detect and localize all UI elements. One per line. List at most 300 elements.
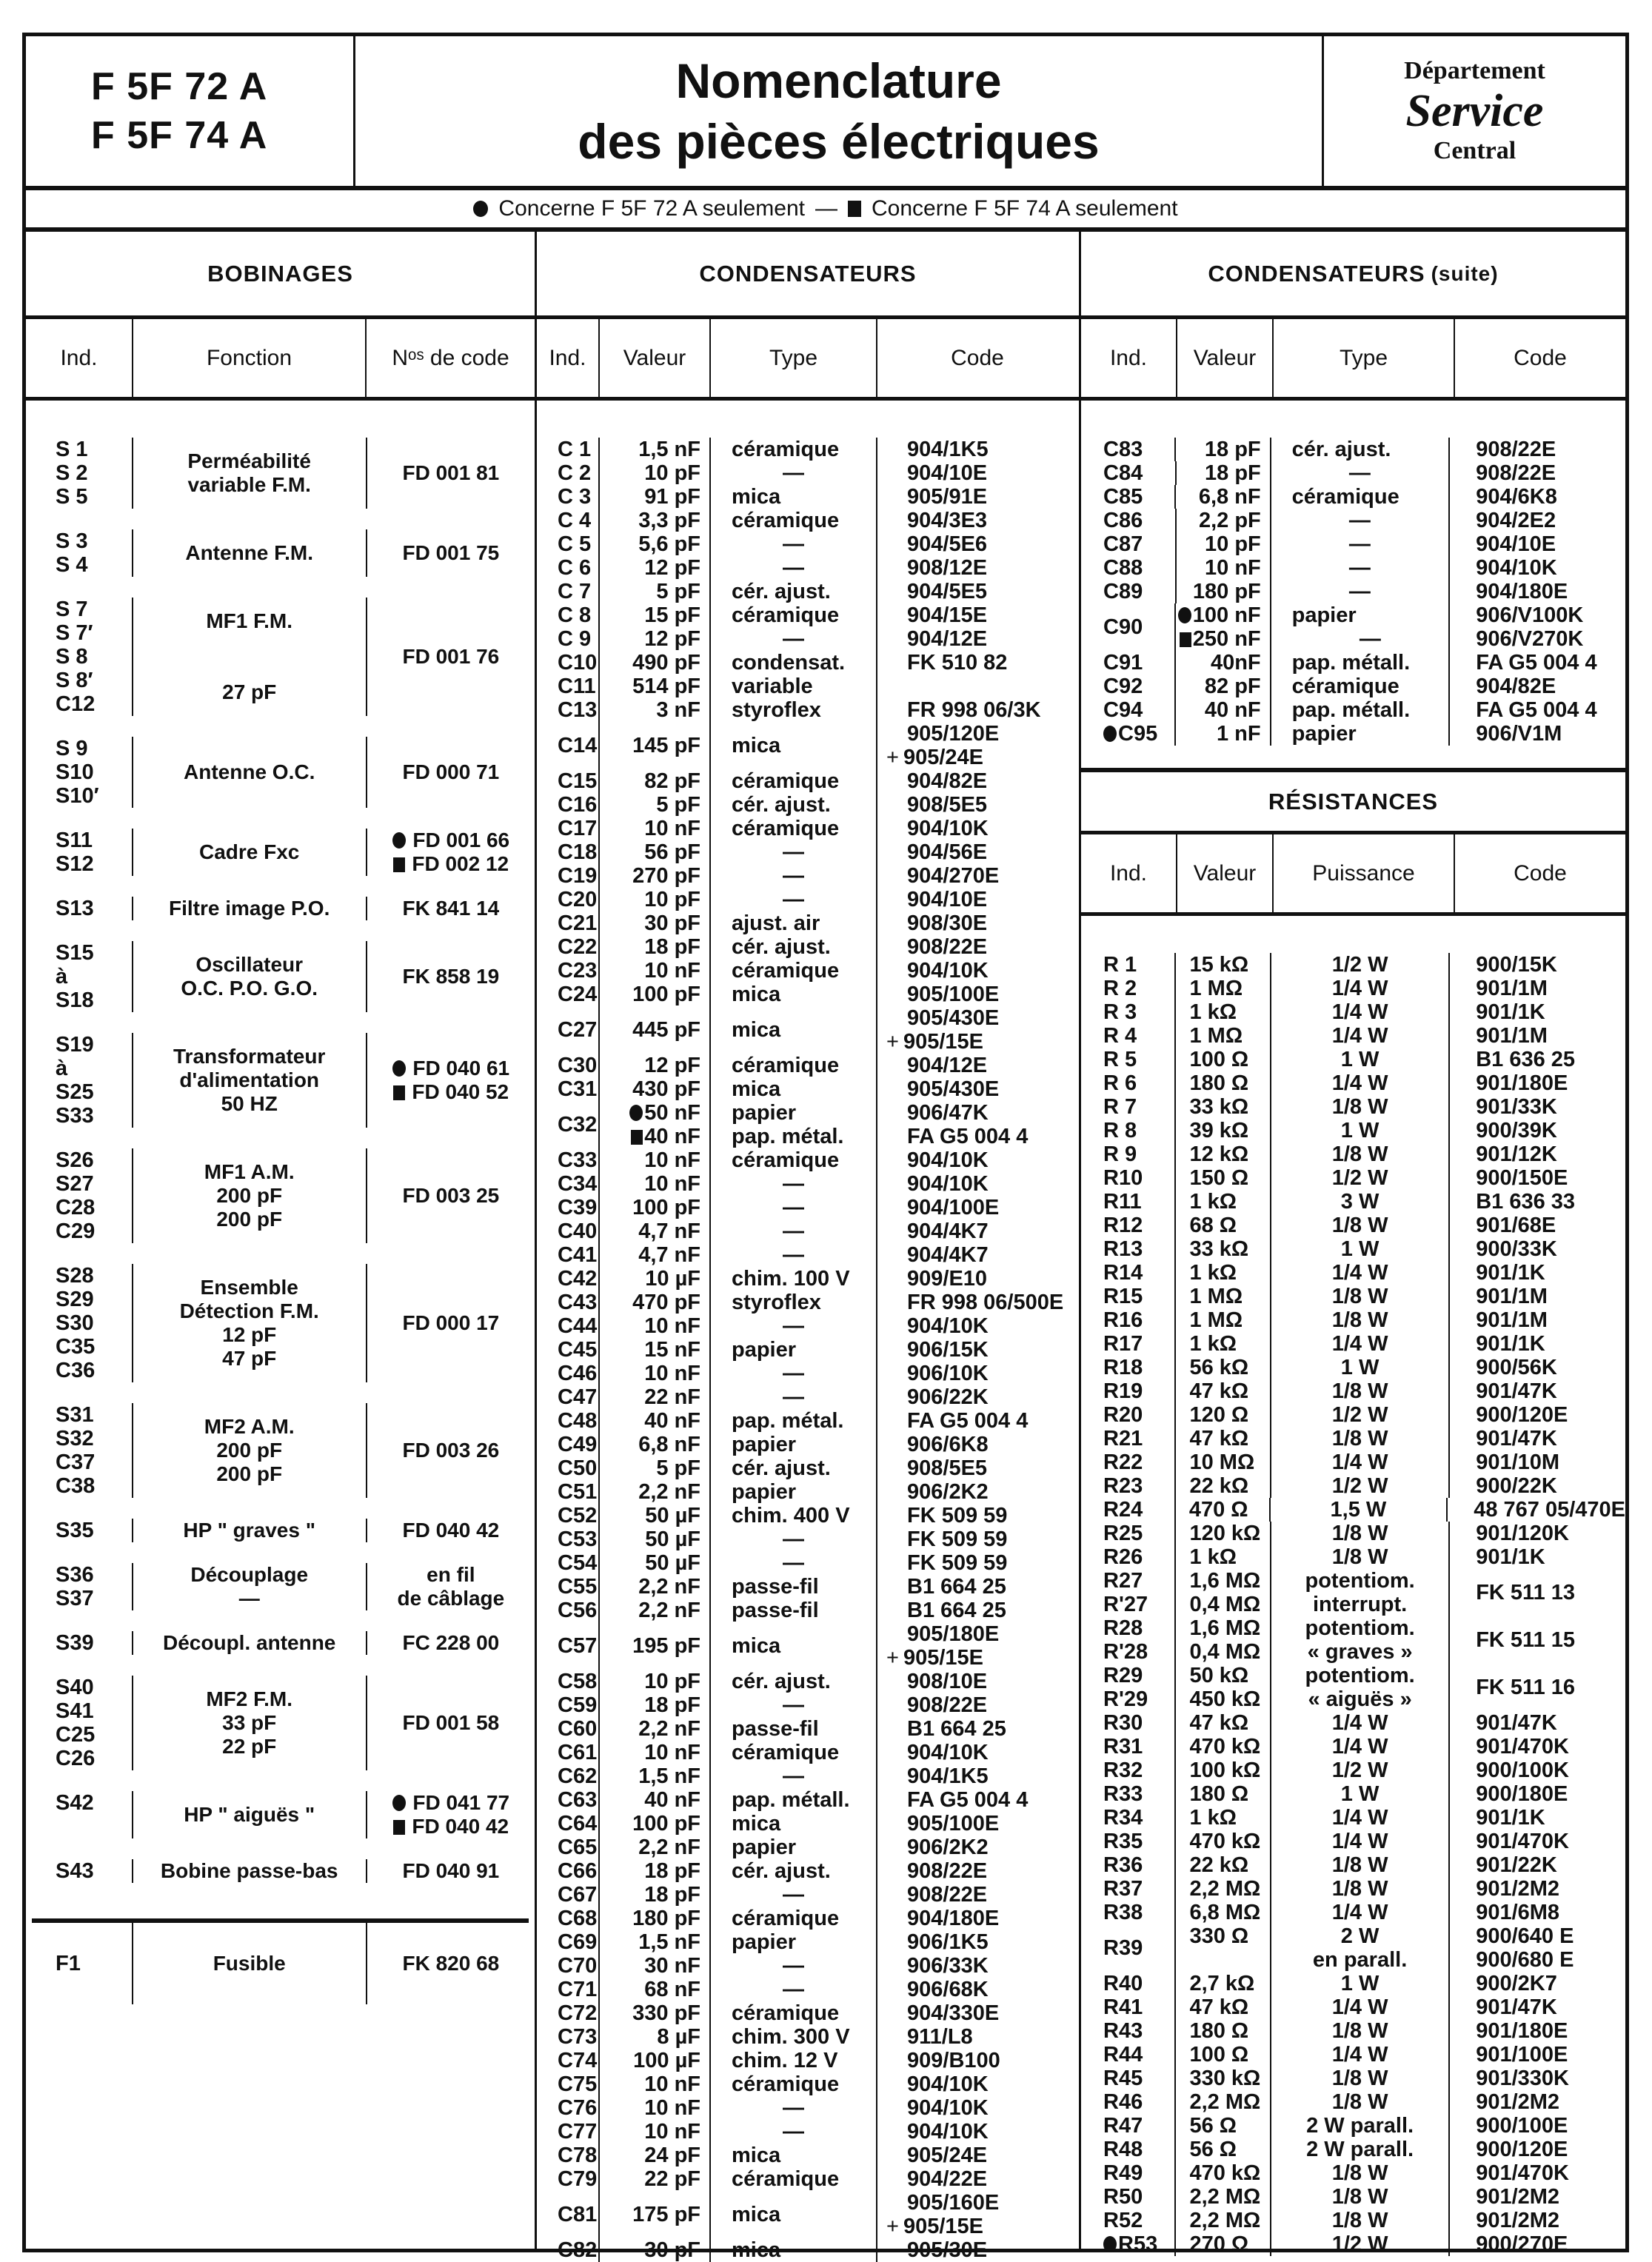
type-cell: mica: [711, 2144, 877, 2167]
type-cell: chim. 100 V: [711, 1267, 877, 1291]
type-cell: —: [1271, 461, 1450, 485]
table-row: [1081, 675, 1625, 698]
plus-sign: +: [886, 1646, 899, 1670]
ind-cell: [537, 935, 600, 959]
ind-cell: [537, 1717, 600, 1741]
type-cell: cér. ajust.: [711, 935, 877, 959]
plus-sign: +: [886, 746, 899, 769]
ind-value: R53: [1118, 2232, 1158, 2256]
table-row: [1081, 1214, 1625, 1237]
ind-cell: [1081, 1403, 1176, 1427]
ind-value: C90: [1103, 615, 1143, 639]
ind-cell: [26, 829, 133, 876]
type-cell: —: [711, 1978, 877, 2001]
puissance-cell: 1/4 W: [1271, 1711, 1450, 1735]
table-row: [1081, 2114, 1625, 2138]
code-cell: 904/10K: [907, 2120, 989, 2144]
ind-cell: [26, 737, 133, 808]
puissance-cell: 1/4 W: [1271, 1332, 1450, 1356]
table-row: [1081, 1048, 1625, 1071]
table-row: [537, 1599, 1079, 1622]
ind-cell: [26, 1148, 133, 1243]
valeur-cell: 145 pF: [600, 722, 711, 769]
ind-cell: [1081, 698, 1176, 722]
type-cell: passe-fil: [711, 1599, 877, 1622]
valeur-cell: 1 kΩ: [1176, 1261, 1271, 1285]
table-row: [537, 959, 1079, 983]
valeur-cell: 50 µF: [600, 1551, 711, 1575]
code-value: FK 820 68: [402, 1952, 500, 1975]
ind-value: C73: [558, 2025, 598, 2049]
table-row: [537, 1054, 1079, 1077]
code-value: FD 003 25: [402, 1184, 500, 1207]
ind-value: R19: [1103, 1379, 1143, 1403]
table-row: [537, 438, 1079, 461]
table-row: [1081, 1498, 1625, 1522]
filled-square-icon: [631, 1130, 643, 1145]
fonction-value: variable F.M.: [187, 473, 311, 496]
code-cell: 901/120K: [1476, 1522, 1569, 1545]
ind-value: C34: [558, 1172, 598, 1196]
table-row: [537, 651, 1079, 675]
table-row: [537, 1575, 1079, 1599]
valeur-cell: 24 pF: [600, 2144, 711, 2167]
code-cell: 904/3E3: [907, 509, 988, 532]
code-cell: 908/12E: [907, 556, 988, 580]
valeur-value: 1,6 MΩ: [1189, 1569, 1261, 1593]
ind-cell: [537, 1101, 600, 1148]
table-row: [1081, 1616, 1625, 1664]
table-row: [537, 1954, 1079, 1978]
ind-cell: [1081, 1498, 1176, 1522]
spacer: [26, 1012, 535, 1033]
valeur-cell: 10 nF: [600, 1148, 711, 1172]
type-cell: mica: [711, 2191, 877, 2238]
ind-value: C92: [1103, 675, 1143, 698]
table-row: [1081, 1190, 1625, 1214]
table-row: [537, 698, 1079, 722]
type-cell: —: [711, 2120, 877, 2144]
valeur-cell: 1 MΩ: [1176, 1024, 1271, 1048]
fonction-cell: [133, 829, 367, 876]
code-cell: 901/47K: [1476, 1711, 1557, 1735]
spacer: [26, 1838, 535, 1859]
type-cell: pap. métall.: [1271, 651, 1451, 675]
ind-value: C48: [558, 1409, 598, 1433]
valeur-text: 40 nF: [644, 1125, 700, 1148]
valeur-cell: 175 pF: [600, 2191, 711, 2238]
valeur-cell: 47 kΩ: [1176, 1995, 1271, 2019]
table-row: [537, 1504, 1079, 1527]
type-cell: —: [711, 1362, 877, 1385]
ind-value: C65: [558, 1836, 598, 1859]
ind-cell: [537, 603, 600, 627]
code-cell: 901/330K: [1476, 2067, 1569, 2090]
ind-value: C23: [558, 959, 598, 983]
valeur-cell: 1 kΩ: [1176, 1806, 1271, 1830]
ind-cell: [26, 529, 133, 577]
ind-cell: [1081, 1450, 1176, 1474]
type-cell: céramique: [1271, 675, 1451, 698]
puissance-cell: 1/2 W: [1271, 2232, 1450, 2256]
valeur-cell: 1 kΩ: [1176, 1332, 1271, 1356]
valeur-cell: 2,2 nF: [600, 1836, 711, 1859]
table-row: [537, 1006, 1079, 1054]
code-cell: 905/24E: [907, 2144, 988, 2167]
ind-value: R'28: [1103, 1640, 1148, 1664]
ind-cell: [537, 675, 600, 698]
valeur-cell: 8 µF: [600, 2025, 711, 2049]
valeur-cell: 2,2 MΩ: [1176, 2090, 1271, 2114]
ind-cell: [1081, 1853, 1176, 1877]
ind-value: C84: [1103, 461, 1143, 485]
ind-cell: [537, 1622, 600, 1670]
puissance-cell: 2 W parall.: [1271, 2114, 1450, 2138]
ind-cell: [26, 438, 133, 509]
code-cell: 901/1K: [1476, 1261, 1545, 1285]
valeur-cell: 33 kΩ: [1176, 1095, 1271, 1119]
fonction-cell: [133, 1563, 367, 1610]
type-cell: pap. métall.: [711, 1788, 877, 1812]
table-row: [1081, 1119, 1625, 1142]
code-cell: 904/12E: [907, 1054, 988, 1077]
valeur-cell: 2,2 nF: [600, 1575, 711, 1599]
ind-value: R37: [1103, 1877, 1143, 1901]
table-row: [1081, 532, 1625, 556]
table-row: [1081, 1830, 1625, 1853]
code-text: FD 040 61: [407, 1057, 510, 1080]
code-cell: 900/33K: [1476, 1237, 1557, 1261]
spacer: [26, 1610, 535, 1631]
code-value: [907, 1125, 1077, 1148]
valeur-value: [600, 1125, 700, 1148]
puissance-cell: 1/8 W: [1271, 1545, 1450, 1569]
code-cell: 901/47K: [1476, 1379, 1557, 1403]
code-cell: 904/10E: [1476, 532, 1556, 556]
valeur-cell: 1 kΩ: [1176, 1190, 1271, 1214]
ind-cell: [1081, 1806, 1176, 1830]
ind-value: S40: [56, 1676, 94, 1699]
ind-value: R24: [1103, 1498, 1143, 1522]
ind-cell: [26, 1923, 133, 2004]
puissance-cell: 1/4 W: [1271, 1806, 1450, 1830]
ind-cell: [26, 1264, 133, 1382]
code-cell: 901/1K: [1476, 1545, 1545, 1569]
table-row: [1081, 1261, 1625, 1285]
code-cell: 904/10K: [907, 2072, 989, 2096]
ind-value: R11: [1103, 1190, 1142, 1214]
code-cell: 901/68E: [1476, 1214, 1556, 1237]
valeur-cell: 15 pF: [600, 603, 711, 627]
puissance-cell: 1/4 W: [1271, 1995, 1450, 2019]
ind-value: R30: [1103, 1711, 1143, 1735]
ind-value: S 7′: [56, 621, 93, 645]
code-cell: [367, 737, 535, 808]
type-cell: céramique: [711, 1148, 877, 1172]
filled-circle-icon: [629, 1105, 643, 1121]
code-cell: 901/1M: [1476, 1285, 1548, 1308]
code-cell: 901/47K: [1476, 1427, 1557, 1450]
ind-value: R46: [1103, 2090, 1143, 2114]
ind-value: C19: [558, 864, 598, 888]
spacer: [26, 1883, 535, 1904]
valeur-cell: 100 pF: [600, 1812, 711, 1836]
valeur-cell: 18 pF: [1176, 438, 1271, 461]
ind-cell: [1081, 603, 1176, 651]
type-cell: céramique: [711, 2072, 877, 2096]
table-row: [537, 1385, 1079, 1409]
code-cell: [877, 675, 1077, 698]
code-cell: 908/5E5: [907, 1456, 988, 1480]
table-row: [537, 1670, 1079, 1693]
valeur-cell: 10 nF: [600, 1172, 711, 1196]
type-cell: —: [711, 556, 877, 580]
type-cell: papier: [711, 1480, 877, 1504]
puissance-cell: 1,5 W: [1271, 1498, 1448, 1522]
valeur-cell: 1 MΩ: [1176, 1308, 1271, 1332]
valeur-cell: 15 kΩ: [1176, 953, 1271, 977]
type-cell: mica: [711, 1812, 877, 1836]
code-cell: 904/56E: [907, 840, 988, 864]
code-cell: 900/56K: [1476, 1356, 1557, 1379]
ind-cell: [1081, 2090, 1176, 2114]
ind-value: R45: [1103, 2067, 1143, 2090]
table-row: [1081, 1403, 1625, 1427]
ind-value: C 4: [558, 509, 592, 532]
valeur-cell: 2,2 nF: [600, 1717, 711, 1741]
ind-value: R43: [1103, 2019, 1143, 2043]
valeur-cell: 2,2 nF: [600, 1599, 711, 1622]
ind-value: R38: [1103, 1901, 1143, 1924]
table-row: [537, 1717, 1079, 1741]
ind-value: C62: [558, 1764, 598, 1788]
valeur-value: [1176, 603, 1260, 627]
table-row: [537, 1101, 1079, 1148]
table-row: [26, 438, 535, 509]
code-value: 905/160E: [907, 2191, 1000, 2215]
ind-value: C61: [558, 1741, 598, 1764]
ind-value: C54: [558, 1551, 598, 1575]
puissance-cell: 1/4 W: [1271, 1071, 1450, 1095]
ind-value: C 5: [558, 532, 592, 556]
ind-cell: [537, 840, 600, 864]
table-row: [537, 864, 1079, 888]
ind-value: S15: [56, 941, 94, 965]
code-value: [886, 1646, 1077, 1670]
ind-cell: [1081, 1356, 1176, 1379]
valeur-cell: [600, 1101, 711, 1148]
code-cell: 900/180E: [1476, 1782, 1568, 1806]
column-header: Ind.: [1081, 319, 1177, 397]
table-row: [537, 840, 1079, 864]
code-cell: [367, 1264, 535, 1382]
code-cell: [877, 1101, 1077, 1148]
ind-value: S37: [56, 1587, 94, 1610]
type-cell: —: [711, 1196, 877, 1219]
ind-value: C40: [558, 1219, 598, 1243]
ind-cell: [537, 1196, 600, 1219]
code-cell: FA G5 004 4: [1476, 651, 1597, 675]
ind-value: R32: [1103, 1759, 1143, 1782]
table-row: [1081, 2232, 1625, 2256]
table-row: [537, 556, 1079, 580]
table-row: [1081, 1545, 1625, 1569]
fonction-value: Transformateur: [173, 1045, 326, 1068]
puissance-cell: [1271, 1569, 1450, 1616]
puissance-cell: 1 W: [1271, 1048, 1450, 1071]
code-cell: [367, 1631, 535, 1655]
code-value: [886, 2215, 1077, 2238]
table-header: [26, 319, 535, 401]
ind-cell: [1081, 2209, 1176, 2232]
table-row: [1081, 1071, 1625, 1095]
type-cell: papier: [711, 1836, 877, 1859]
type-cell: —: [711, 864, 877, 888]
ind-cell: [537, 983, 600, 1006]
table-row: [537, 1243, 1079, 1267]
ind-value: C20: [558, 888, 598, 911]
fonction-cell: [133, 1791, 367, 1838]
ind-value: S31: [56, 1403, 94, 1427]
code-cell: [367, 1563, 535, 1610]
valeur-cell: 82 pF: [600, 769, 711, 793]
ind-cell: [1081, 1142, 1176, 1166]
ind-value: C83: [1103, 438, 1143, 461]
code-cell: 905/100E: [907, 983, 1000, 1006]
ind-value: R34: [1103, 1806, 1143, 1830]
table-row: [537, 1291, 1079, 1314]
valeur-cell: 22 kΩ: [1176, 1474, 1271, 1498]
ind-cell: [1081, 1711, 1176, 1735]
type-cell: cér. ajust.: [1271, 438, 1451, 461]
code-cell: 904/330E: [907, 2001, 1000, 2025]
type-cell: céramique: [711, 1054, 877, 1077]
ind-cell: [26, 1631, 133, 1655]
ind-value: C70: [558, 1954, 598, 1978]
type-cell: mica: [711, 1077, 877, 1101]
valeur-cell: 68 Ω: [1176, 1214, 1271, 1237]
code-cell: 905/91E: [907, 485, 988, 509]
ind-value: C45: [558, 1338, 598, 1362]
valeur-cell: [1176, 1664, 1271, 1711]
code-cell: 901/2M2: [1476, 1877, 1560, 1901]
fonction-value: 22 pF: [222, 1735, 277, 1758]
table-row: [1081, 1735, 1625, 1759]
valeur-cell: 3 nF: [600, 698, 711, 722]
table-row: [537, 1267, 1079, 1291]
ind-value: C24: [558, 983, 598, 1006]
ind-value: à: [56, 1057, 68, 1080]
code-cell: 901/180E: [1476, 2019, 1568, 2043]
table-row: [537, 1741, 1079, 1764]
code-cell: [367, 1676, 535, 1770]
code-value: [886, 1030, 1077, 1054]
code-cell: 908/22E: [907, 935, 988, 959]
code-cell: 909/E10: [907, 1267, 988, 1291]
code-text: FA G5 004 4: [907, 1125, 1029, 1148]
fonction-value: 50 HZ: [221, 1092, 278, 1115]
ind-cell: [1081, 2019, 1176, 2043]
ind-cell: [1081, 1000, 1176, 1024]
type-cell: céramique: [1271, 485, 1451, 509]
puissance-cell: 1/2 W: [1271, 1166, 1450, 1190]
ind-value: C72: [558, 2001, 598, 2025]
ind-cell: [537, 1291, 600, 1314]
fonction-value: Oscillateur: [195, 953, 304, 976]
type-cell: céramique: [711, 1741, 877, 1764]
table-row: [1081, 2090, 1625, 2114]
code-cell: 900/15K: [1476, 953, 1557, 977]
ind-value: S10: [56, 760, 94, 784]
ind-value: C56: [558, 1599, 598, 1622]
ind-value: S10′: [56, 784, 99, 808]
code-value: FD 001 58: [402, 1711, 500, 1734]
ind-value: C88: [1103, 556, 1143, 580]
puissance-cell: 1/8 W: [1271, 1095, 1450, 1119]
ind-cell: [1081, 2232, 1176, 2256]
ind-value: S13: [56, 897, 94, 920]
ind-cell: [1081, 1901, 1176, 1924]
ind-value: C25: [56, 1723, 96, 1747]
column-header: Code: [1514, 860, 1567, 886]
ind-cell: [1081, 1237, 1176, 1261]
valeur-cell: 47 kΩ: [1176, 1711, 1271, 1735]
code-cell: 904/10E: [907, 461, 988, 485]
page-title: [355, 36, 1322, 186]
column-header: Valeur: [1177, 834, 1274, 912]
ind-cell: [26, 897, 133, 920]
type-cell: —: [711, 1764, 877, 1788]
type-cell: céramique: [711, 769, 877, 793]
ind-cell: [1081, 2067, 1176, 2090]
table-row: [537, 1907, 1079, 1930]
ind-cell: [1081, 1995, 1176, 2019]
code-text: 905/15E: [903, 1646, 983, 1670]
ind-value: C36: [56, 1359, 96, 1382]
table-row: [1081, 1853, 1625, 1877]
ind-value: S33: [56, 1104, 94, 1128]
table-row: [26, 1859, 535, 1883]
ind-value: C85: [1103, 485, 1143, 509]
ind-value: R27: [1103, 1569, 1143, 1593]
ind-cell: [1081, 1024, 1176, 1048]
fonction-value: MF1 F.M.: [206, 609, 293, 632]
table-row: [537, 1338, 1079, 1362]
code-value: 905/120E: [907, 722, 1000, 746]
ind-cell: [1081, 2138, 1176, 2161]
filled-circle-icon: [1178, 607, 1191, 623]
ind-cell: [537, 2049, 600, 2072]
code-cell: 906/68K: [907, 1978, 989, 2001]
filled-square-icon: [393, 1085, 405, 1100]
fonction-value: 33 pF: [222, 1711, 277, 1734]
code-cell: 901/100E: [1476, 2043, 1568, 2067]
type-cell: —: [711, 888, 877, 911]
ind-value: R23: [1103, 1474, 1143, 1498]
table-row: [1081, 1379, 1625, 1403]
puissance-cell: 1/4 W: [1271, 977, 1450, 1000]
valeur-cell: 10 nF: [600, 817, 711, 840]
ind-cell: [1081, 1664, 1176, 1711]
code-value: [393, 852, 509, 876]
ind-cell: [537, 864, 600, 888]
ind-value: R 7: [1103, 1095, 1137, 1119]
table-row: [1081, 2019, 1625, 2043]
valeur-value: 1,6 MΩ: [1189, 1616, 1261, 1640]
ind-cell: [537, 1599, 600, 1622]
table-row: [26, 598, 535, 716]
valeur-cell: 100 pF: [600, 983, 711, 1006]
